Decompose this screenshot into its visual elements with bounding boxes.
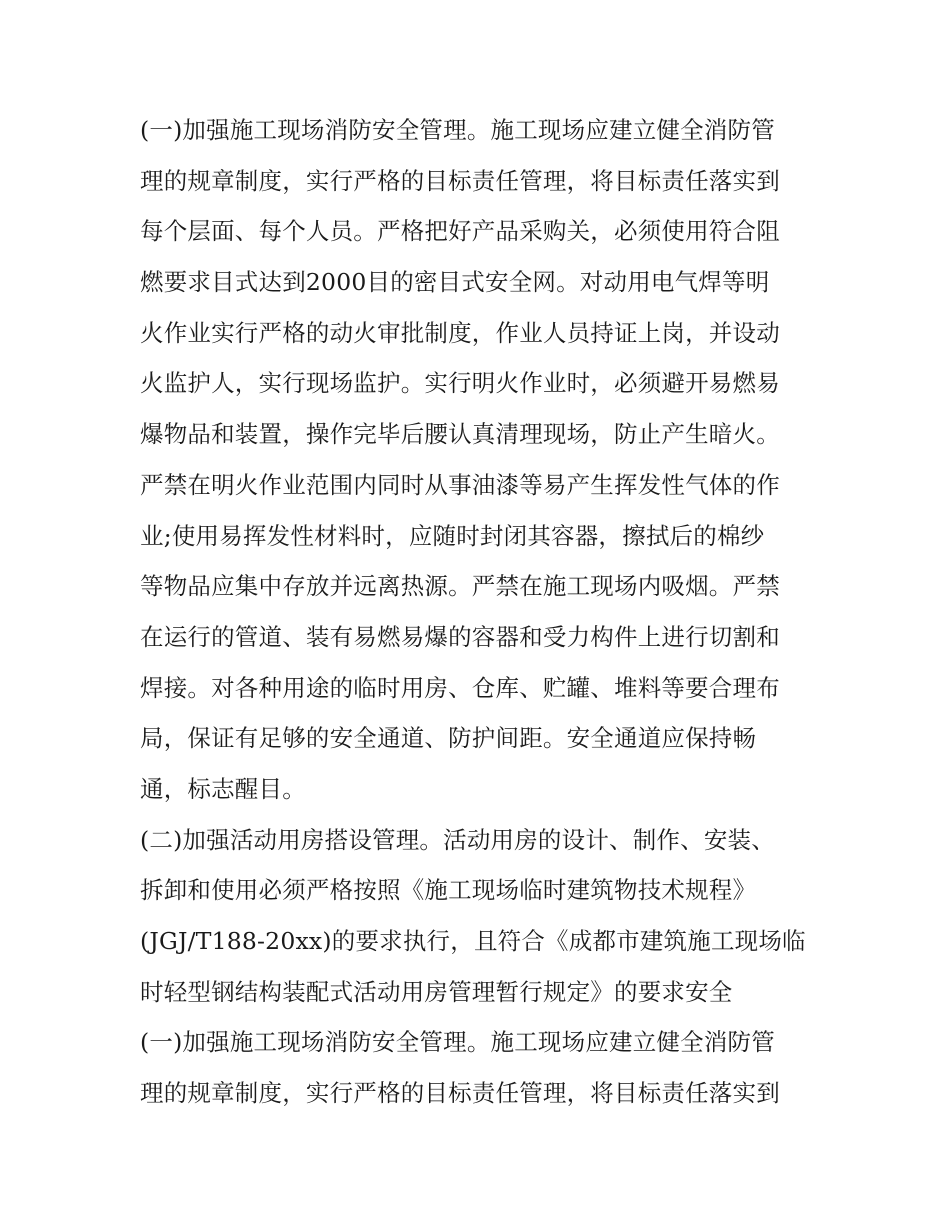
text-line: 每个层面、每个人员。严格把好产品采购关，必须使用符合阻	[140, 217, 780, 246]
text-line: 爆物品和装置，操作完毕后腰认真清理现场，防止产生暗火。	[140, 420, 780, 449]
text-line: 燃要求目式达到2000目的密目式安全网。对动用电气焊等明	[140, 268, 770, 297]
text-line: 焊接。对各种用途的临时用房、仓库、贮罐、堆料等要合理布	[140, 673, 780, 702]
text-line: 局，保证有足够的安全通道、防护间距。安全通道应保持畅	[140, 724, 757, 753]
text-line: 业;使用易挥发性材料时，应随时封闭其容器，擦拭后的棉纱	[140, 521, 765, 550]
text-line: (二)加强活动用房搭设管理。活动用房的设计、制作、安装、	[140, 825, 775, 854]
document-body	[140, 112, 815, 1126]
text-line: 拆卸和使用必须严格按照《施工现场临时建筑物技术规程》	[140, 876, 757, 905]
text-line: 火监护人，实行现场监护。实行明火作业时，必须避开易燃易	[140, 369, 780, 398]
text-line: (JGJ/T188-20xx)的要求执行，且符合《成都市建筑施工现场临	[140, 927, 806, 955]
text-line: 理的规章制度，实行严格的目标责任管理，将目标责任落实到	[140, 1079, 780, 1108]
text-line: (一)加强施工现场消防安全管理。施工现场应建立健全消防管	[140, 1028, 775, 1057]
text-line: 时轻型钢结构装配式活动用房管理暂行规定》的要求安全	[140, 977, 733, 1006]
text-line: 通，标志醒目。	[140, 774, 306, 803]
text-line: 在运行的管道、装有易燃易爆的容器和受力构件上进行切割和	[140, 622, 780, 651]
text-line: 严禁在明火作业范围内同时从事油漆等易产生挥发性气体的作	[140, 470, 780, 499]
text-line: 理的规章制度，实行严格的目标责任管理，将目标责任落实到	[140, 166, 780, 195]
text-line: 等物品应集中存放并远离热源。严禁在施工现场内吸烟。严禁	[140, 572, 780, 601]
text-line: 火作业实行严格的动火审批制度，作业人员持证上岗，并设动	[140, 318, 780, 347]
text-line: (一)加强施工现场消防安全管理。施工现场应建立健全消防管	[140, 116, 775, 144]
